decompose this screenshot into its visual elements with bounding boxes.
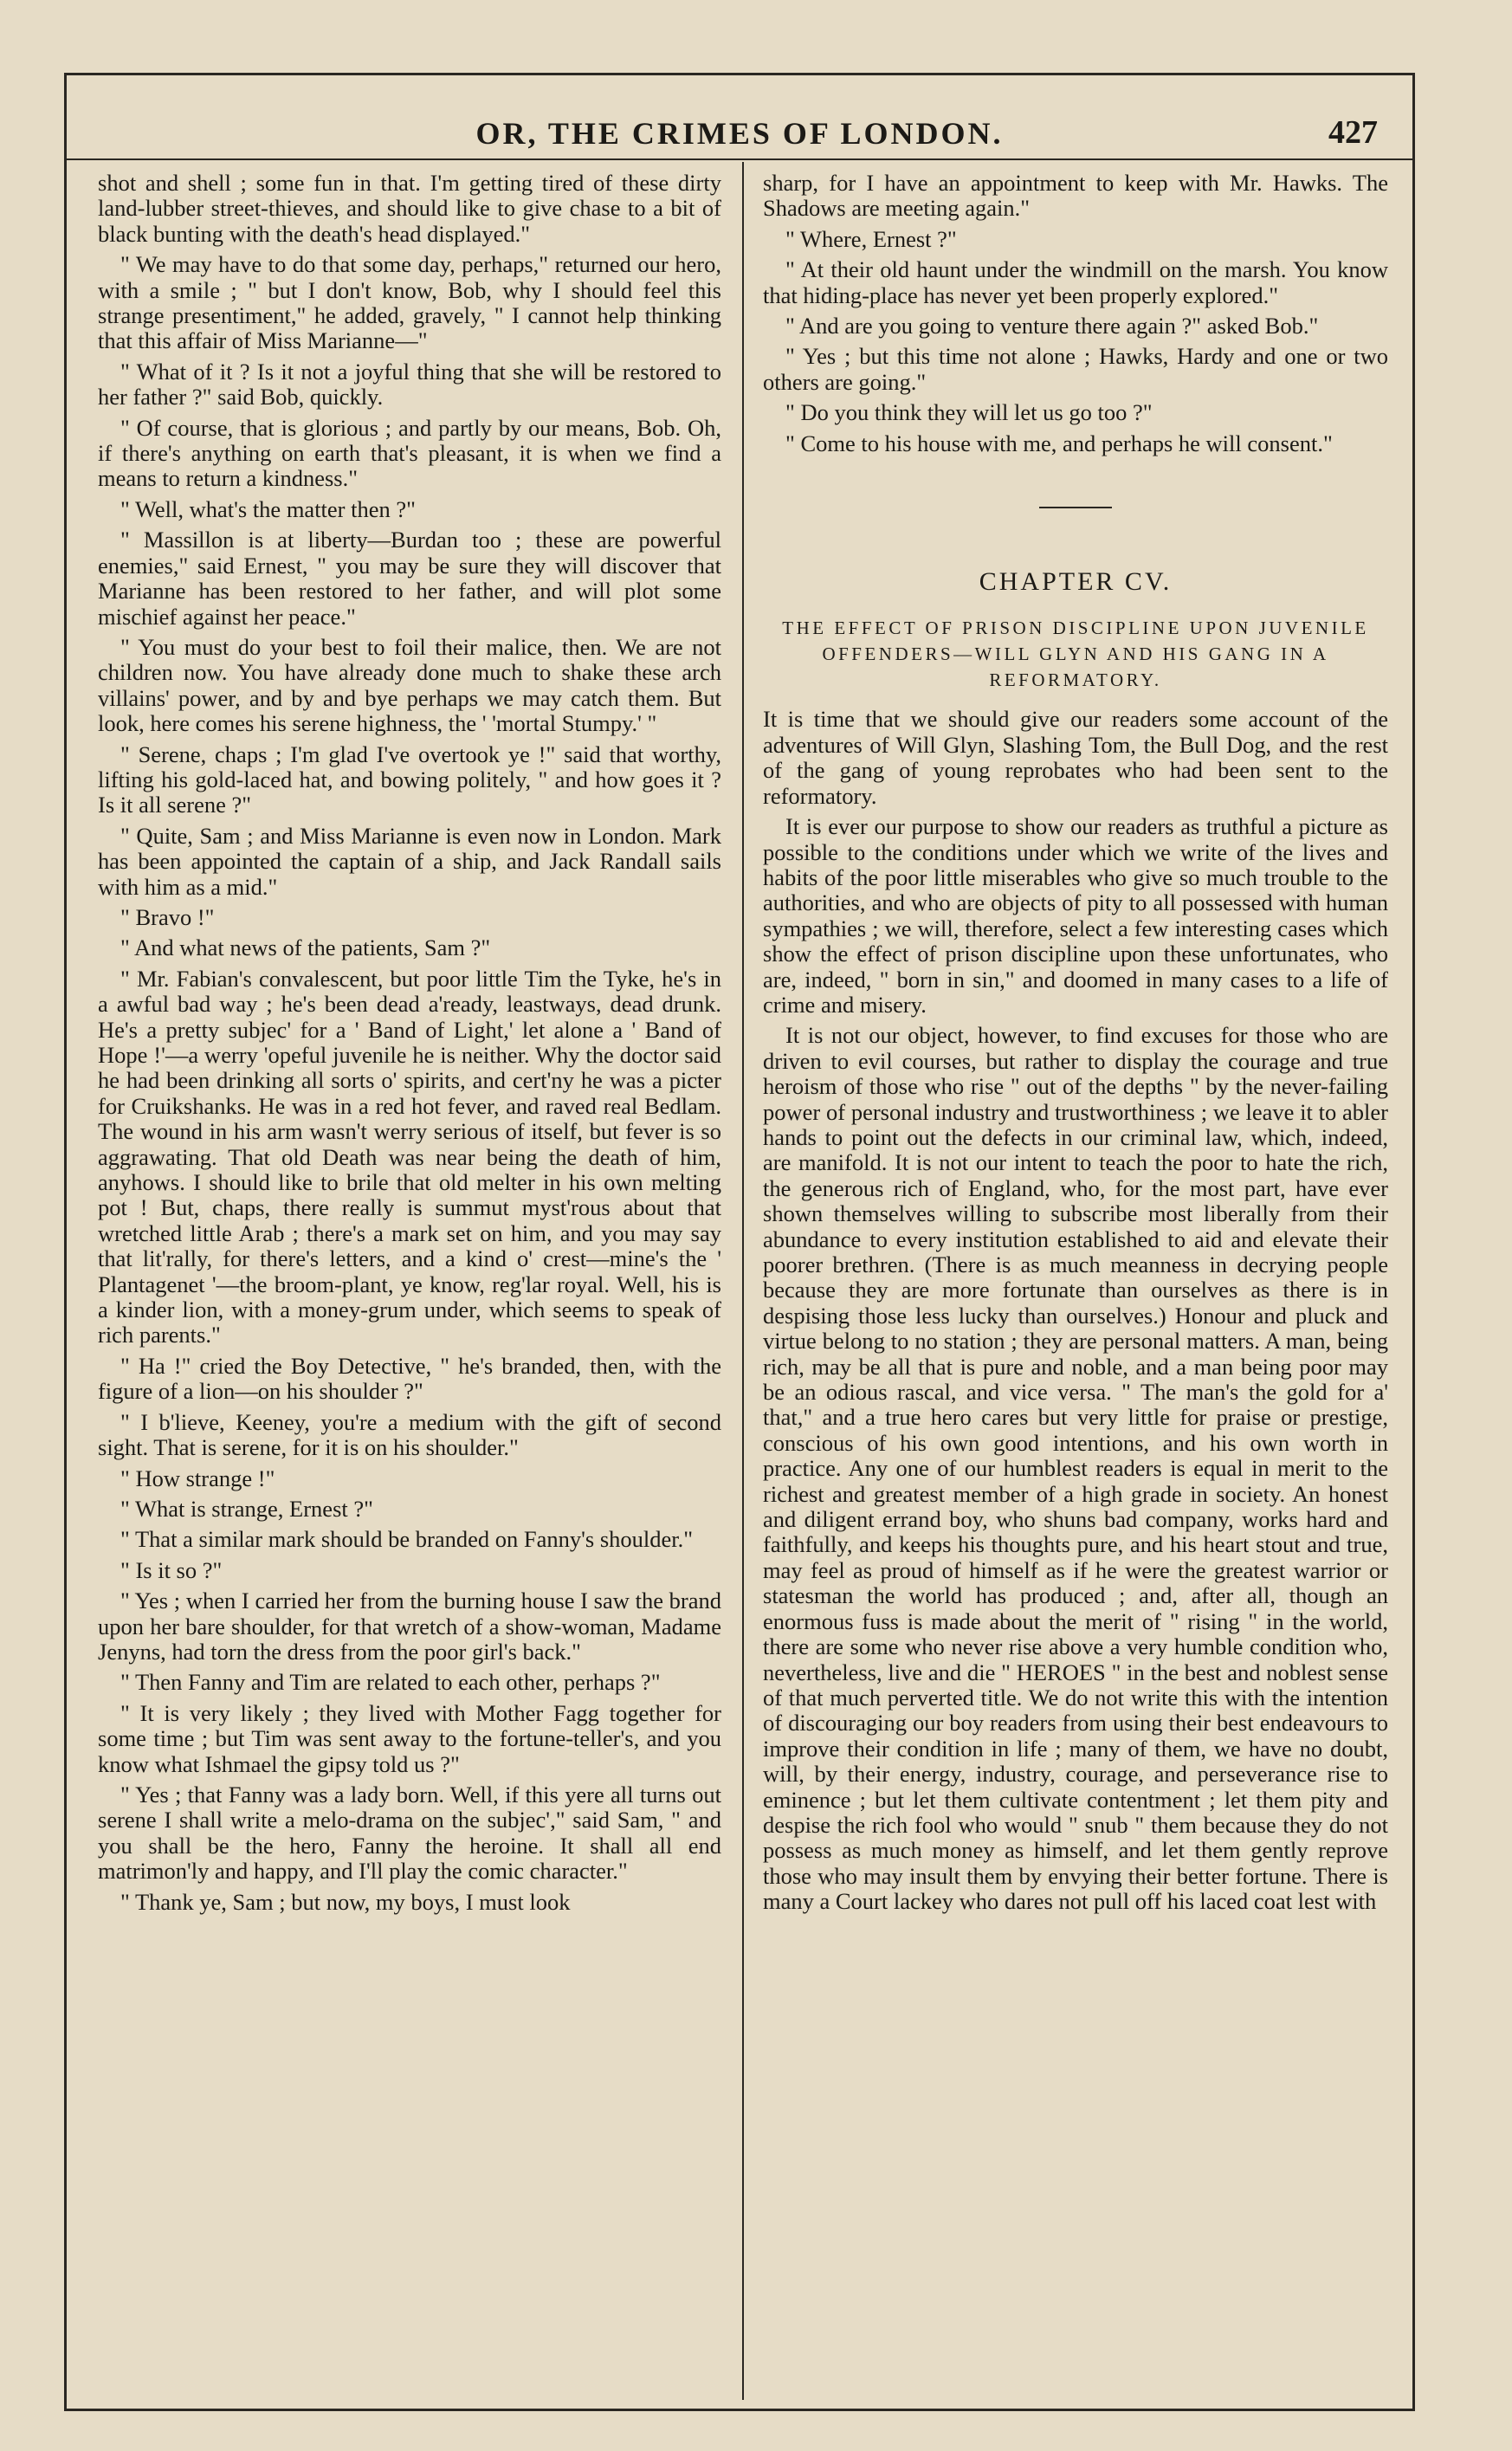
paragraph: " Massillon is at liberty—Burdan too ; these are powerful enemies," said Ernest, " you may be sure they will discover that Marianne has been restored to her father, and will plot some mischief against her peace." <box>98 527 721 630</box>
paragraph: " We may have to do that some day, perhaps," returned our hero, with a smile ; " but I don't know, Bob, why I should feel this strange presentiment," he added, gravely, " I cannot help thinking that this affair of Miss Marianne—" <box>98 251 721 354</box>
paragraph: It is time that we should give our readers some account of the adventures of Will Glyn, Slashing Tom, the Bull Dog, and the rest of the gang of young reprobates who had been sent to the reformatory. <box>763 706 1388 809</box>
paragraph: shot and shell ; some fun in that. I'm getting tired of these dirty land-lubber street-thieves, and should like to give chase to a bit of black bunting with the death's head displayed." <box>98 171 721 247</box>
paragraph: " Yes ; when I carried her from the burning house I saw the brand upon her bare shoulder, for that wretch of a show-woman, Madame Jenyns, had torn the dress from the poor girl's back." <box>98 1588 721 1665</box>
paragraph: " Thank ye, Sam ; but now, my boys, I must look <box>120 1888 571 1915</box>
paragraph: " At their old haunt under the windmill on the marsh. You know that hiding-place has never yet been properly explored." <box>763 256 1388 308</box>
paragraph: " How strange !" <box>120 1465 275 1491</box>
left-column <box>98 171 721 2391</box>
paragraph: " I b'lieve, Keeney, you're a medium with the gift of second sight. That is serene, for it is on his shoulder." <box>98 1408 721 1461</box>
paragraph: sharp, for I have an appointment to keep with Mr. Hawks. The Shadows are meeting again." <box>763 171 1388 222</box>
paragraph: " And are you going to venture there again ?" asked Bob." <box>785 313 1319 340</box>
newspaper-page <box>64 73 1415 2411</box>
right-column <box>763 171 1388 2391</box>
paragraph: " Well, what's the matter then ?" <box>120 495 416 522</box>
column-divider <box>742 162 744 2400</box>
paragraph: " Come to his house with me, and perhaps he will consent." <box>785 430 1333 456</box>
paragraph: " And what news of the patients, Sam ?" <box>120 934 491 961</box>
section-rule <box>1039 507 1112 508</box>
paragraph: " Do you think they will let us go too ?" <box>785 399 1153 426</box>
chapter-title: CHAPTER CV. <box>979 567 1173 597</box>
paragraph: " Where, Ernest ?" <box>785 225 957 252</box>
paragraph: " Quite, Sam ; and Miss Marianne is even now in London. Mark has been appointed the captain of a ship, and Jack Randall sails with him as a mid." <box>98 822 721 900</box>
paragraph: " Yes ; but this time not alone ; Hawks, Hardy and one or two others are going." <box>763 343 1388 395</box>
paragraph: " What is strange, Ernest ?" <box>120 1495 373 1522</box>
paragraph: " Is it so ?" <box>120 1556 223 1583</box>
paragraph: " What of it ? Is it not a joyful thing that she will be restored to her father ?" said Bob, quickly. <box>98 358 721 411</box>
page-header <box>67 107 1412 160</box>
paragraph: " Mr. Fabian's convalescent, but poor little Tim the Tyke, he's in a awful bad way ; he's been dead a'ready, leastways, dead drunk. He's a pretty subjec' for a ' Band of Light,' let alone a ' Band of Hope !'—a werry 'opeful juvenile he is neither. Why the doctor said he had been drinking all sorts o' spirits, and cert'ny he was a picter for Cruikshanks. He was in a red hot fever, and raved real Bedlam. The wound in his arm wasn't werry serious of itself, but fever is so aggrawating. That old Death was near being the death of him, anyhows. I should like to brile that old melter in his own melting pot ! But, chaps, there really is summut myst'rous about that wretched little Arab ; there's a mark set on him, and you may say that lit'rally, for there's letters, and a kind o' crest—mine's the ' Plantagenet '—the broom-plant, ye know, reg'lar royal. Well, his is a kinder lion, with a money-grum under, which seems to speak of rich parents." <box>98 965 721 1348</box>
paragraph: " Yes ; that Fanny was a lady born. Well, if this yere all turns out serene I shall write a melo-drama on the subjec'," said Sam, " and you shall be the hero, Fanny the heroine. It shall all end matrimon'ly and happy, and I'll play the comic character." <box>98 1781 721 1885</box>
paragraph: " That a similar mark should be branded on Fanny's shoulder." <box>120 1526 694 1553</box>
paragraph: " Bravo !" <box>120 903 215 930</box>
paragraph: " Then Fanny and Tim are related to each other, perhaps ?" <box>120 1669 661 1696</box>
paragraph: " Of course, that is glorious ; and partly by our means, Bob. Oh, if there's anything on earth that's pleasant, it is when we find a means to return a kindness." <box>98 414 721 492</box>
chapter-subtitle: THE EFFECT OF PRISON DISCIPLINE UPON JUVENILE OFFENDERS—WILL GLYN AND HIS GANG IN A REFORMATORY. <box>782 618 1369 691</box>
paragraph: " Ha !" cried the Boy Detective, " he's branded, then, with the figure of a lion—on his shoulder ?" <box>98 1352 721 1405</box>
paragraph: " Serene, chaps ; I'm glad I've overtook ye !" said that worthy, lifting his gold-laced hat, and bowing politely, " and how goes it ? Is it all serene ?" <box>98 740 721 818</box>
paragraph: It is not our object, however, to find excuses for those who are driven to evil courses, but rather to display the courage and true heroism of those who rise " out of the depths " by the never-failing power of personal industry and trustworthiness ; we leave it to abler hands to point out the defects in our criminal law, which, indeed, are manifold. It is not our intent to teach the poor to hate the rich, the generous rich of England, who, for the most part, have ever shown themselves willing to subscribe most liberally from their abundance to every institution established to aid and elevate their poorer brethren. (There is as much meanness in decrying people because they are more fortunate than ourselves as there is in despising those less lucky than ourselves.) Honour and pluck and virtue belong to no station ; they are personal matters. A man, being rich, may be all that is pure and noble, and a man being poor may be an odious rascal, and vice versa. " The man's the gold for a' that," and a true hero cares but very little for praise or prestige, conscious of his own good intentions, and his own worth in practice. Any one of our humblest readers is equal in merit to the richest and greatest member of a high grade in society. An honest and diligent errand boy, who shuns bad company, works hard and faithfully, and keeps his thoughts pure, and his heart stout and true, may feel as proud of himself as if he were the greatest warrior or statesman the world has produced ; and, after all, though an enormous fuss is made about the merit of " rising " in the world, there are some who never rise above a very humble condition who, nevertheless, live and die " HEROES " in the best and noblest sense of that much perverted title. We do not write this with the intention of discouraging our boy readers from using their best endeavours to improve their condition in life ; many of them, we have no doubt, will, by their energy, industry, courage, and perseverance rise to eminence ; but let them cultivate contentment ; let them pity and despise the rich fool who would " snub " them because they do not possess as much money as himself, and let them gently reprove those who may insult them by envying their better fortune. There is many a Court lackey who dares not pull off his laced coat lest with <box>763 1022 1388 1915</box>
running-title: OR, THE CRIMES OF LONDON. <box>475 116 1004 151</box>
paragraph: " You must do your best to foil their malice, then. We are not children now. You have already done much to shake these arch villains' power, and by and bye perhaps we may catch them. But look, here comes his serene highness, the ' 'mortal Stumpy.' " <box>98 633 721 737</box>
paragraph: It is ever our purpose to show our readers as truthful a picture as possible to the conditions under which we write of the lives and habits of the poor little miserables who give so much trouble to the authorities, and who are objects of pity to all possessed with human sympathies ; we will, therefore, select a few interesting cases which show the effect of prison discipline upon these unfortunates, who are, indeed, " born in sin," and doomed in many cases to a life of crime and misery. <box>763 813 1388 1018</box>
page-number: 427 <box>1328 114 1378 151</box>
paragraph: " It is very likely ; they lived with Mother Fagg together for some time ; but Tim was sent away to the fortune-teller's, and you know what Ishmael the gipsy told us ?" <box>98 1699 721 1777</box>
